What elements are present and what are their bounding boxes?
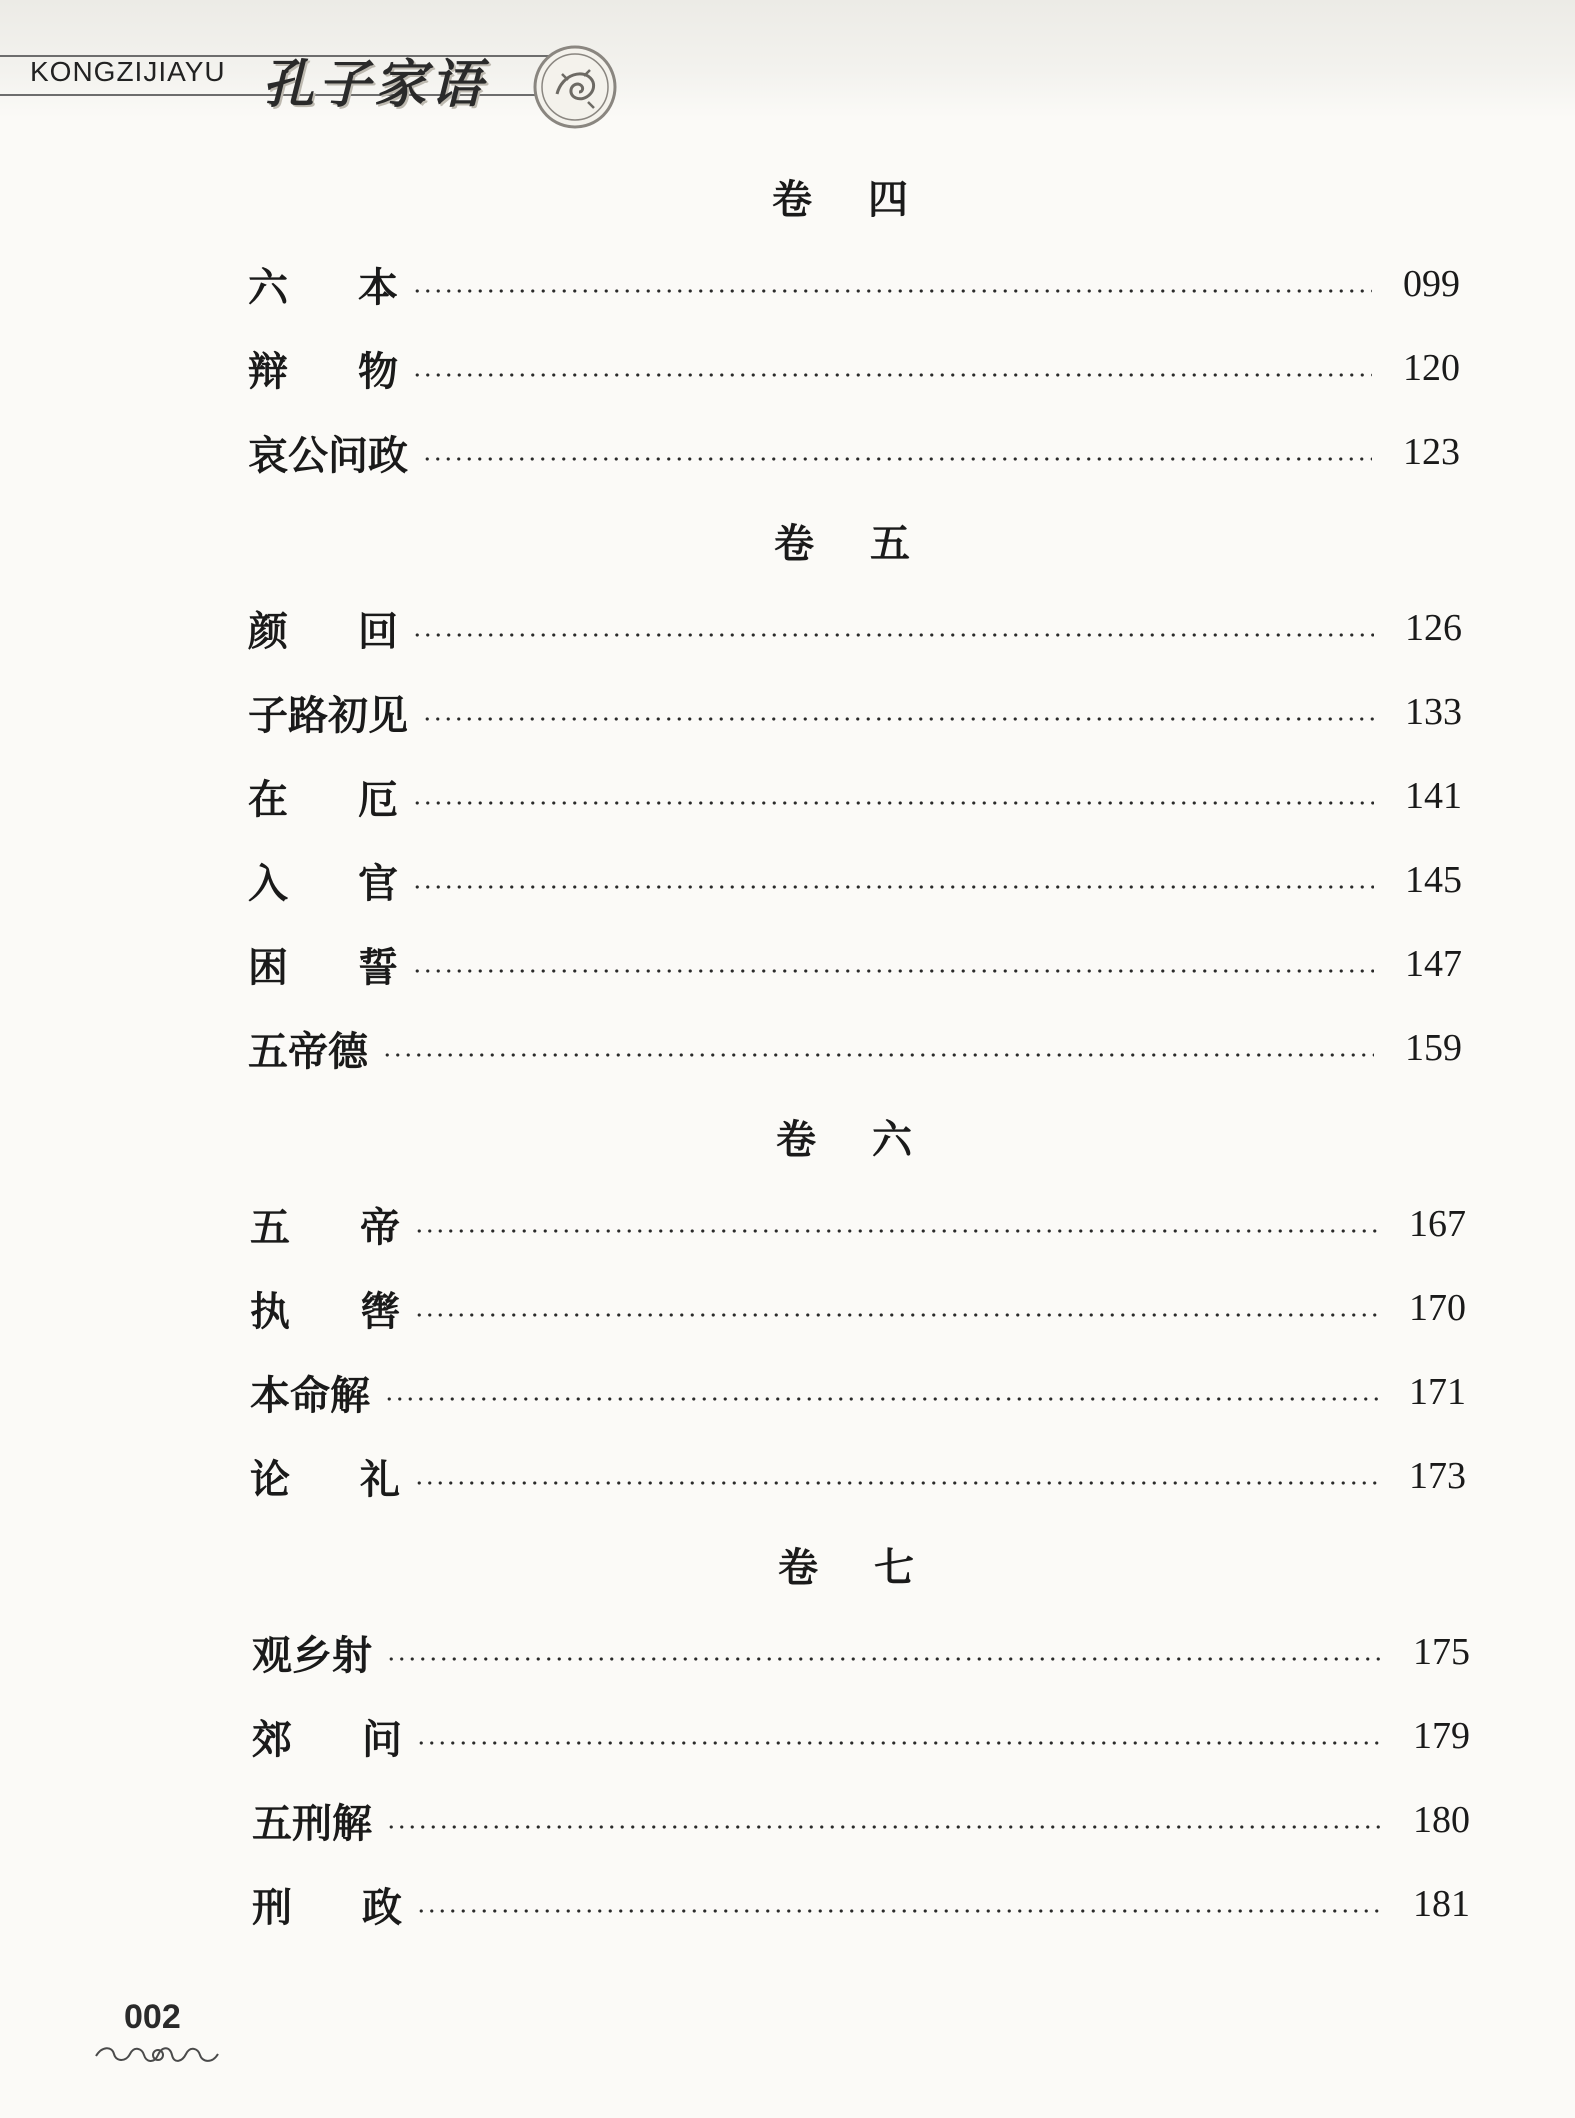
page-number: 002 <box>124 1998 181 2036</box>
section-heading-char: 五 <box>870 520 910 567</box>
toc-entry[interactable] <box>250 1196 1466 1252</box>
toc-entry[interactable] <box>248 600 1462 656</box>
dot-leader <box>412 373 1372 377</box>
entry-title: 郊 问 <box>252 1715 402 1763</box>
entry-page-number: 173 <box>1409 1455 1466 1497</box>
entry-page-number: 141 <box>1405 775 1462 817</box>
entry-title: 刑 政 <box>252 1883 402 1931</box>
entry-page-number: 175 <box>1413 1631 1470 1673</box>
entry-title: 本命解 <box>250 1371 370 1419</box>
dot-leader <box>384 1397 1378 1401</box>
toc-entry[interactable] <box>248 768 1462 824</box>
toc-entry[interactable] <box>250 1280 1466 1336</box>
entry-page-number: 145 <box>1405 859 1462 901</box>
entry-page-number: 147 <box>1405 943 1462 985</box>
toc-entry[interactable] <box>252 1876 1470 1932</box>
toc-entry[interactable] <box>252 1792 1470 1848</box>
dot-leader <box>414 1229 1378 1233</box>
dot-leader <box>382 1053 1374 1057</box>
dot-leader <box>386 1657 1382 1661</box>
section-heading <box>772 168 908 225</box>
toc-entry[interactable] <box>248 1020 1462 1076</box>
entry-title: 五帝德 <box>248 1027 368 1075</box>
toc-entry[interactable] <box>252 1624 1470 1680</box>
dot-leader <box>412 801 1374 805</box>
dot-leader <box>422 457 1372 461</box>
entry-page-number: 170 <box>1409 1287 1466 1329</box>
series-label: KONGZIJIAYU <box>30 56 226 87</box>
entry-page-number: 133 <box>1405 691 1462 733</box>
toc-entry[interactable] <box>248 684 1462 740</box>
dot-leader <box>414 1481 1378 1485</box>
section-heading-char: 六 <box>872 1116 912 1163</box>
entry-page-number: 181 <box>1413 1883 1470 1925</box>
entry-page-number: 123 <box>1403 431 1460 473</box>
dot-leader <box>414 1313 1378 1317</box>
section-heading <box>776 1108 912 1165</box>
entry-title: 在 厄 <box>248 775 398 823</box>
entry-page-number: 167 <box>1409 1203 1466 1245</box>
entry-title: 子路初见 <box>248 691 408 739</box>
dot-leader <box>412 633 1374 637</box>
section-heading-char: 卷 <box>776 1116 816 1163</box>
entry-title: 辩 物 <box>248 347 398 395</box>
entry-title: 论 礼 <box>250 1455 400 1503</box>
entry-page-number: 179 <box>1413 1715 1470 1757</box>
entry-page-number: 126 <box>1405 607 1462 649</box>
toc-entry[interactable] <box>248 936 1462 992</box>
section-heading-char: 卷 <box>774 520 814 567</box>
section-heading-char: 七 <box>874 1544 914 1591</box>
entry-title: 六 本 <box>248 263 398 311</box>
section-heading <box>774 512 910 569</box>
section-heading-char: 四 <box>868 176 908 223</box>
entry-title: 哀公问政 <box>248 431 408 479</box>
dot-leader <box>416 1741 1382 1745</box>
book-title: 孔子家语 <box>262 54 487 115</box>
toc-entry[interactable] <box>250 1448 1466 1504</box>
toc-entry[interactable] <box>248 852 1462 908</box>
toc-entry[interactable] <box>248 424 1460 480</box>
section-heading-char: 卷 <box>778 1544 818 1591</box>
entry-title: 五 帝 <box>250 1203 400 1251</box>
toc-entry[interactable] <box>248 340 1460 396</box>
entry-title: 困 誓 <box>248 943 398 991</box>
entry-title: 观乡射 <box>252 1631 372 1679</box>
dot-leader <box>422 717 1374 721</box>
toc-entry[interactable] <box>252 1708 1470 1764</box>
dot-leader <box>412 885 1374 889</box>
entry-title: 颜 回 <box>248 607 398 655</box>
entry-page-number: 159 <box>1405 1027 1462 1069</box>
scroll-ornament-icon <box>92 2040 222 2070</box>
entry-page-number: 120 <box>1403 347 1460 389</box>
section-heading-char: 卷 <box>772 176 812 223</box>
entry-title: 五刑解 <box>252 1799 372 1847</box>
entry-page-number: 180 <box>1413 1799 1470 1841</box>
dot-leader <box>386 1825 1382 1829</box>
toc-entry[interactable] <box>248 256 1460 312</box>
toc-entry[interactable] <box>250 1364 1466 1420</box>
entry-page-number: 171 <box>1409 1371 1466 1413</box>
entry-title: 入 官 <box>248 859 398 907</box>
entry-title: 执 辔 <box>250 1287 400 1335</box>
section-heading <box>778 1536 914 1593</box>
dot-leader <box>412 289 1372 293</box>
dot-leader <box>416 1909 1382 1913</box>
entry-page-number: 099 <box>1403 263 1460 305</box>
dot-leader <box>412 969 1374 973</box>
